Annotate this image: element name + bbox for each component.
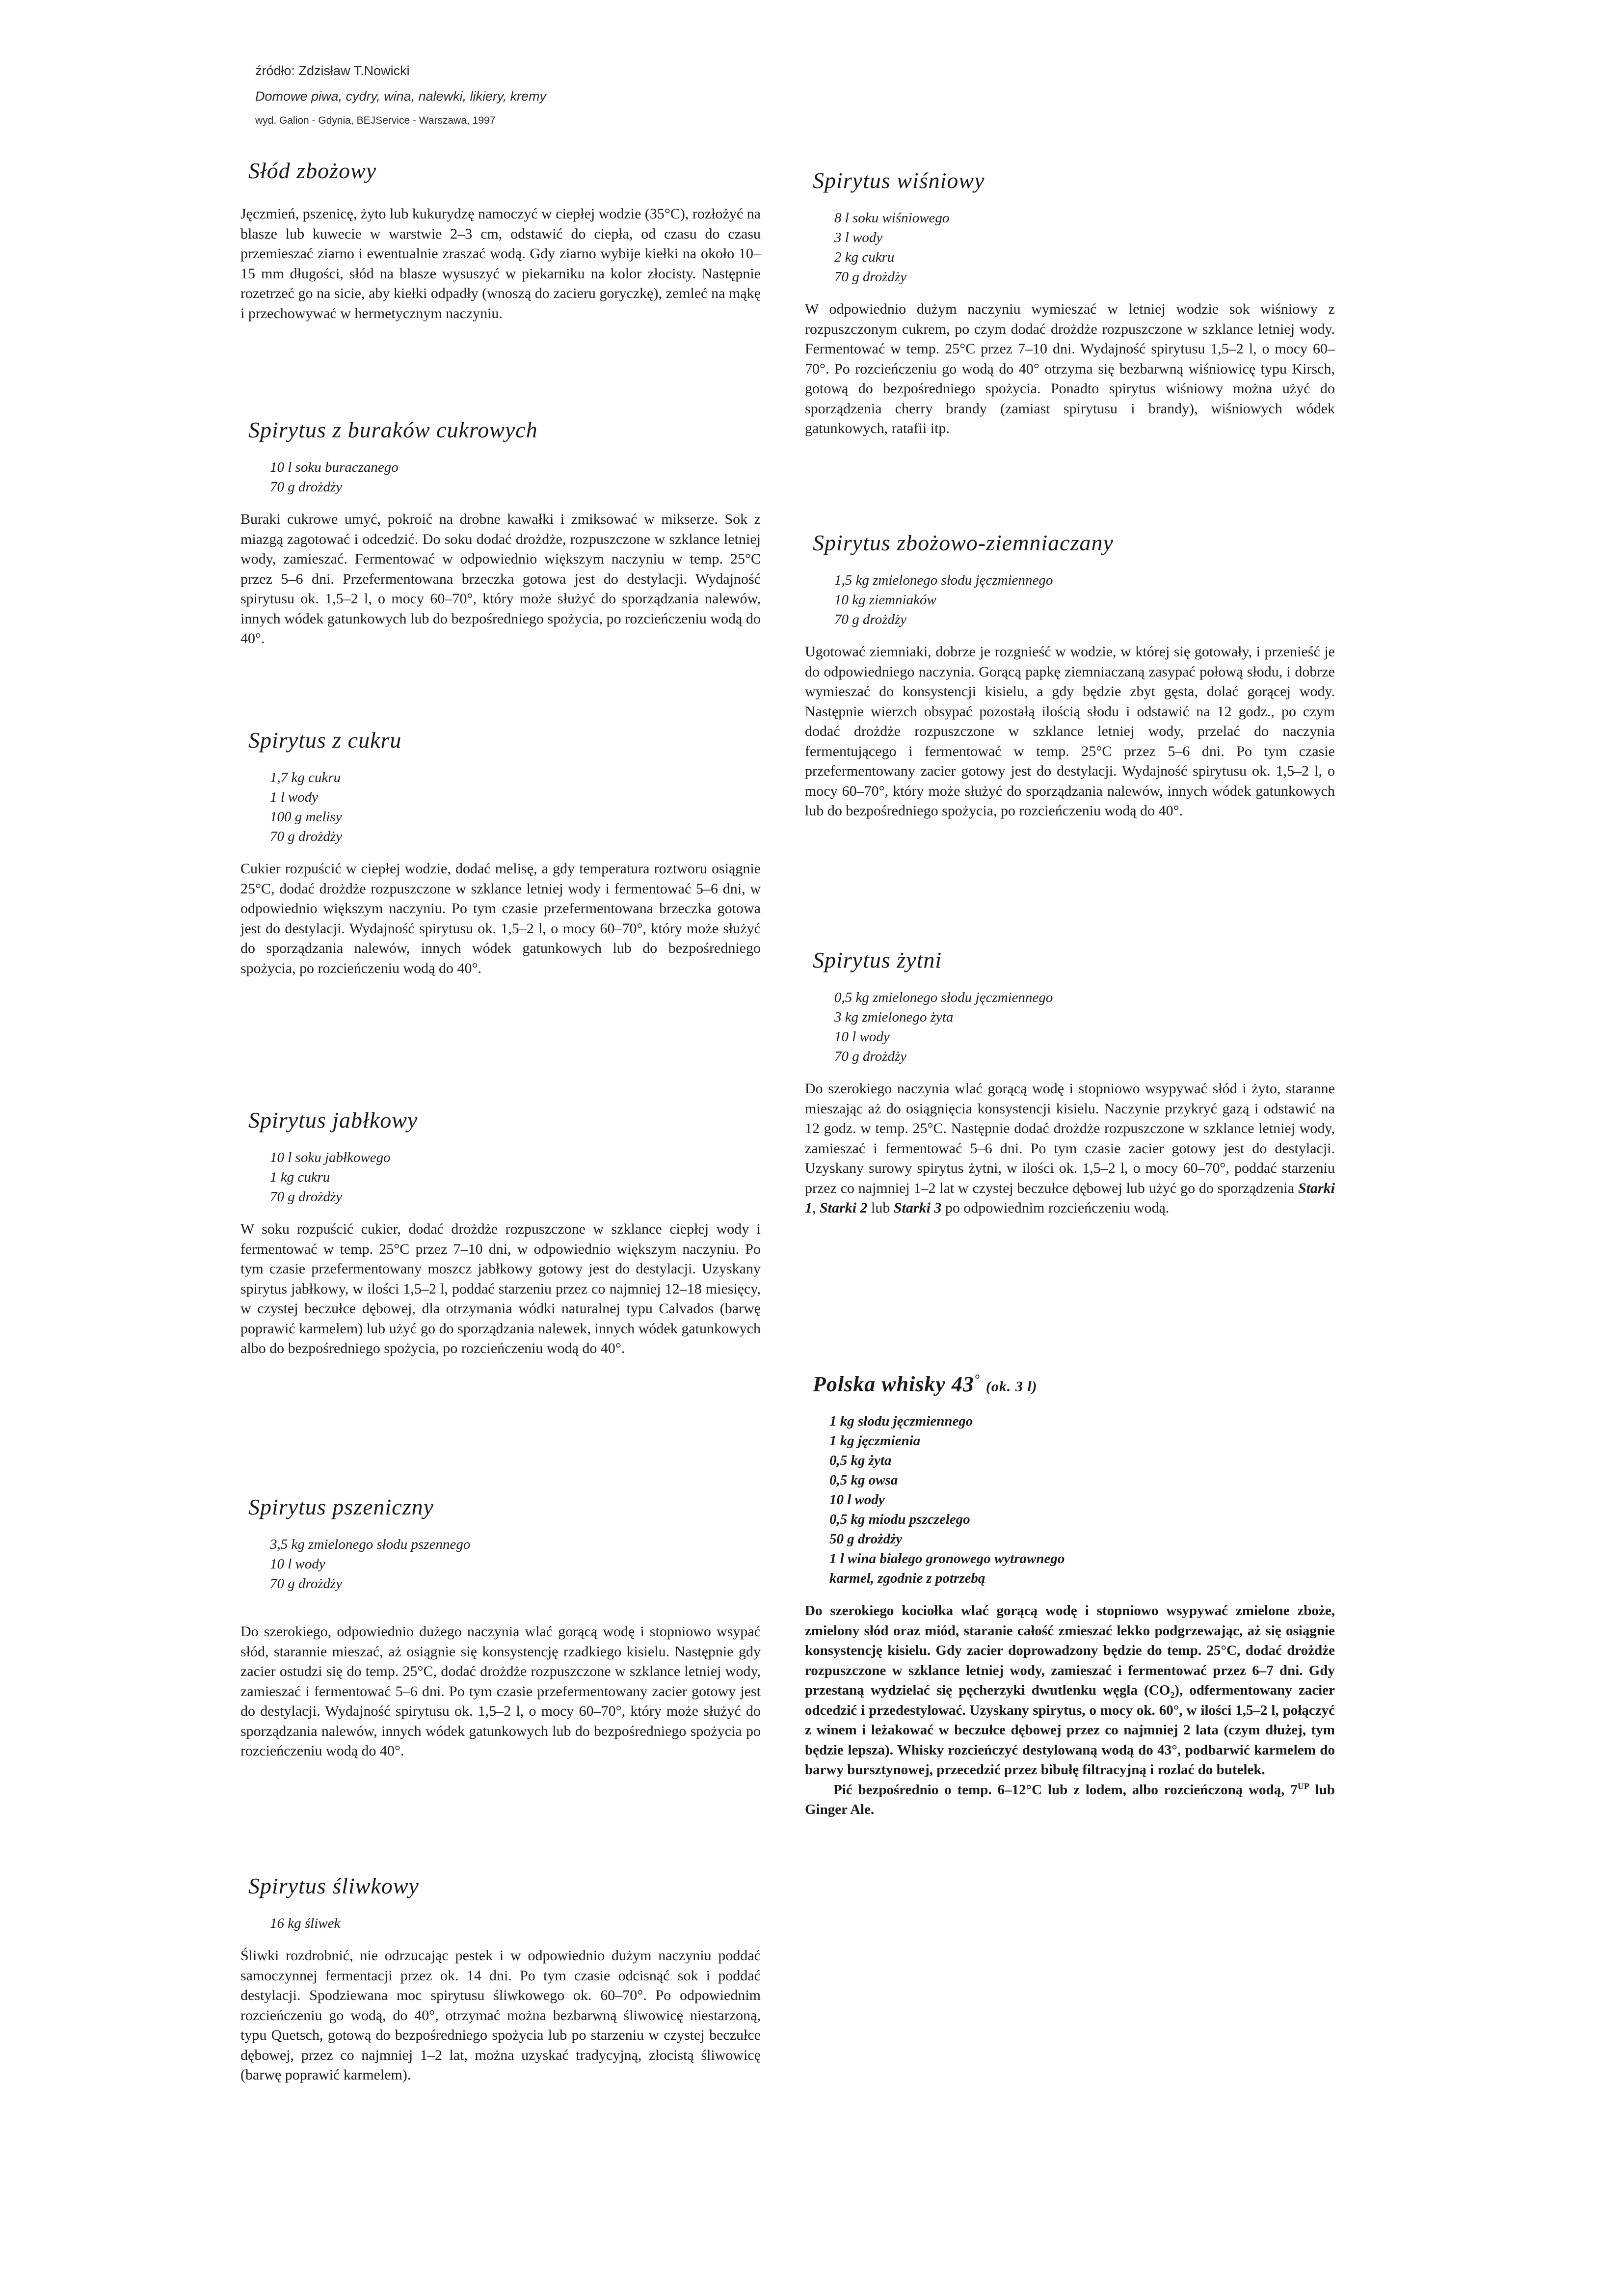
source-citation	[255, 58, 844, 133]
degree-sign: °	[974, 1372, 980, 1387]
recipe-text: Buraki cukrowe umyć, pokroić na drobne kawałki i zmiksować w mikserze. Sok z miazgą zagotować i odcedzić. Do soku dodać drożdże, rozpuszczone w szklance letniej wody, zamieszać. Fermentować w odpowiednio większym naczyniu w temp. 25°C przez 5–6 dni. Przefermentowana brzeczka gotowa jest do destylacji. Wydajność spirytusu ok. 1,5–2 l, o mocy 60–70°, który może służyć do sporządzania nalewów, innych wódek gatunkowych lub do bezpośredniego spożycia, po rozcieńczeniu wodą do 40°.	[240, 511, 761, 647]
text-part: ), odfermentowany zacier odcedzić i przedestylować. Uzyskany spirytus, o mocy ok. 60°, w ilości 1,5–2 l, połączyć z winem i leżakować w beczułce dębowej przez co najmniej 2 lata (czym dłużej, tym będzie lepsza). Whisky rozcieńczyć destylowaną wodą do 43°, podbarwić karmelem do barwy bursztynowej, przecedzić przez bibułę filtracyjną i rozlać do butelek.	[805, 1682, 1335, 1778]
recipe-title: Spirytus jabłkowy	[248, 1107, 418, 1133]
recipe-text: Śliwki rozdrobnić, nie odrzucając pestek i w odpowiednio dużym naczyniu poddać samoczynnej fermentacji przez ok. 14 dni. Po tym czasie odcisnąć sok i poddać destylacji. Spodziewana moc spirytusu śliwkowego ok. 60–70°. Po odpowiednim rozcieńczeniu go wodą, do 40°, otrzymać można bezbarwną śliwowicę niestarzoną, typu Quetsch, gotową do bezpośredniego spożycia lub po starzeniu w czystej beczułce dębowej, przez co najmniej 1–2 lat, można uzyskać tradycyjną, złocistą śliwowicę (barwę poprawić karmelem).	[240, 1947, 761, 2083]
text-part: po odpowiednim rozcieńczeniu wodą.	[941, 1200, 1170, 1216]
recipe-title: Spirytus śliwkowy	[248, 1873, 419, 1898]
source-publisher: wyd. Galion - Gdynia, BEJService - Warszawa, 1997	[255, 115, 496, 126]
ingredient: 100 g melisy	[270, 809, 342, 825]
text-part: Do szerokiego kociołka wlać gorącą wodę i stopniowo wsypywać zmielone zboże, zmielony słód oraz miód, staranie całość zmieszać lekko podgrzewając, aż się osiągnie konsystencję kisielu. Gdy zacier doprowadzony będzie do temp. 25°C, dodać drożdże rozpuszczone w szklance letniej wody, zamieszać i fermentować przez 6–7 dni. Gdy przestaną wydzielać się pęcherzyki dwutlenku węgla (CO	[805, 1603, 1335, 1698]
recipe-spirytus-zbozowo-ziemniaczany	[805, 528, 1335, 821]
recipe-text	[805, 1601, 1335, 1780]
source-author: źródło: Zdzisław T.Nowicki	[255, 63, 410, 78]
ingredient-list	[834, 570, 1335, 629]
text-part: Do szerokiego naczynia wlać gorącą wodę i stopniowo wsypywać słód i żyto, staranne mieszając aż do osiągnięcia konsystencji kisielu. Naczynie przykryć gazą i odstawić na 12 godz. w temp. 25°C. Następnie dodać drożdże rozpuszczone w szklance letniej wody, zamieszać i fermentować 5–6 dni. Po tym czasie zacier gotowy jest do destylacji. Uzyskany surowy spirytus żytni, w ilości ok. 1,5–2 l, o mocy 60–70°, poddać starzeniu przez co najmniej 1–2 lat w czystej beczułce dębowej lub użyć go do sporządzenia	[805, 1080, 1335, 1196]
ingredient: 1 l wina białego gronowego wytrawnego	[829, 1551, 1065, 1567]
ingredient: 10 l wody	[829, 1492, 885, 1508]
ingredient: 1 l wody	[270, 789, 319, 805]
sevenup-superscript: UP	[1297, 1781, 1309, 1791]
recipe-text: Ugotować ziemniaki, dobrze je rozgnieść w wodzie, w której się gotowały, i przenieść je do odpowiedniego naczynia. Gorącą papkę ziemniaczaną zasypać połową słodu, i dobrze wymieszać do konsystencji kisielu, a gdy będzie zbyt gęsta, dolać gorącej wody. Następnie wierzch obsypać pozostałą ilością słodu i odstawić na 12 godz., po czym dodać drożdże rozpuszczone w szklance letniej wody, przelać do naczynia fermentującego i fermentować w temp. 25°C przez 5–6 dni. Po tym czasie przefermentowany zacier gotowy jest do destylacji. Wydajność spirytusu ok. 1,5–2 l, o mocy 60–70°, który może służyć do sporządzania nalewów, innych wódek gatunkowych lub do bezpośredniego spożycia, po rozcieńczeniu wodą do 40°.	[805, 644, 1335, 819]
ingredient: 1 kg słodu jęczmiennego	[829, 1413, 973, 1429]
ingredient: 1 kg cukru	[270, 1169, 330, 1185]
starka-name: Starki 1	[805, 1180, 1335, 1216]
ingredient: 1,7 kg cukru	[270, 770, 341, 785]
ingredient: 0,5 kg żyta	[829, 1453, 892, 1468]
ingredient: 50 g drożdży	[829, 1531, 903, 1547]
recipe-spirytus-jablkowy	[240, 1106, 761, 1359]
recipe-text	[805, 1079, 1335, 1218]
recipe-spirytus-pszeniczny	[240, 1492, 761, 1761]
recipe-text: Jęczmień, pszenicę, żyto lub kukurydzę namoczyć w ciepłej wodzie (35°C), rozłożyć na blasze lub kuwecie w warstwie 2–3 cm, odstawić do ciepła, od czasu do czasu przemieszać ziarno i ewentualnie zraszać wodą. Gdy ziarno wybije kiełki na około 10–15 mm długości, słód na blasze wysuszyć w piekarniku na kolor złocisty. Następnie rozetrzeć go na sicie, aby kiełki odpadły (wnoszą do zacieru goryczkę), zemleć na mąkę i przechowywać w hermetycznym naczyniu.	[240, 206, 761, 322]
ingredient: 3,5 kg zmielonego słodu pszennego	[270, 1537, 471, 1552]
ingredient-list	[834, 988, 1335, 1066]
ingredient: 10 l wody	[270, 1556, 325, 1572]
ingredient: 70 g drożdży	[270, 479, 343, 495]
ingredient: 10 l wody	[834, 1029, 890, 1045]
ingredient-list	[270, 768, 761, 846]
text-part: lub Ginger Ale.	[805, 1782, 1335, 1817]
ingredient-list	[270, 1914, 761, 1933]
ingredient-list	[834, 208, 1335, 287]
recipe-title: Spirytus z buraków cukrowych	[248, 417, 538, 442]
text-part: Pić bezpośrednio o temp. 6–12°C lub z lodem, albo rozcieńczoną wodą, 7	[833, 1782, 1298, 1798]
recipe-text: Do szerokiego, odpowiednio dużego naczynia wlać gorącą wodę i stopniowo wsypać słód, starannie mieszać, aż osiągnie się konsystencję rzadkiego kisielu. Następnie gdy zacier ostudzi się do temp. 25°C, dodać drożdże rozpuszczone w szklance letniej wody, zamieszać i fermentować 5–6 dni. Po tym czasie przefermentowany zacier gotowy jest do destylacji. Wydajność spirytusu ok. 1,5–2 l, o mocy 60–70°, który może służyć do sporządzania nalewów, innych wódek gatunkowych lub do bezpośredniego spożycia po rozcieńczeniu wodą do 40°.	[240, 1623, 761, 1759]
recipe-yield: (ok. 3 l)	[985, 1378, 1038, 1395]
recipe-text: W odpowiednio dużym naczyniu wymieszać w letniej wodzie sok wiśniowy z rozpuszczonym cukrem, po czym dodać drożdże rozpuszczone w szklance letniej wody. Fermentować w temp. 25°C przez 7–10 dni. Wydajność spirytusu 1,5–2 l, o mocy 60–70°. Po rozcieńczeniu go wodą do 40° otrzyma się bezbarwną wiśniowicę typu Kirsch, gotową do bezpośredniego spożycia. Ponadto spirytus wiśniowy można użyć do sporządzenia cherry brandy (zamiast spirytusu i brandy), wiśniowych wódek gatunkowych, ratafii itp.	[805, 301, 1335, 436]
recipe-slod-zbozowy	[240, 156, 761, 324]
ingredient: 70 g drożdży	[270, 1576, 343, 1592]
recipe-title: Spirytus pszeniczny	[248, 1494, 434, 1519]
ingredient: 3 l wody	[834, 230, 883, 245]
starka-name: Starki 3	[893, 1200, 942, 1216]
ingredient: karmel, zgodnie z potrzebą	[829, 1570, 985, 1586]
ingredient-list	[270, 1148, 761, 1207]
ingredient: 70 g drożdży	[270, 1189, 343, 1205]
recipe-spirytus-wisniowy	[805, 166, 1335, 439]
separator: ,	[812, 1200, 820, 1216]
recipe-title: Spirytus z cukru	[248, 728, 402, 753]
ingredient: 0,5 kg zmielonego słodu jęczmiennego	[834, 990, 1053, 1005]
recipe-spirytus-zytni	[805, 945, 1335, 1218]
ingredient: 1 kg jęczmienia	[829, 1433, 921, 1449]
ingredient: 70 g drożdży	[270, 829, 343, 844]
recipe-title: Spirytus zbożowo-ziemniaczany	[813, 530, 1114, 555]
source-book-title: Domowe piwa, cydry, wina, nalewki, likiery, kremy	[255, 89, 547, 104]
recipe-spirytus-sliwkowy	[240, 1871, 761, 2085]
ingredient: 8 l soku wiśniowego	[834, 210, 950, 226]
ingredient: 10 kg ziemniaków	[834, 592, 936, 608]
recipe-title: Słód zbożowy	[248, 158, 377, 183]
ingredient: 16 kg śliwek	[270, 1916, 341, 1931]
starka-name: Starki 2	[820, 1200, 868, 1216]
ingredient: 0,5 kg owsa	[829, 1472, 898, 1488]
recipe-title	[813, 1370, 1335, 1402]
recipe-serving-text	[805, 1780, 1335, 1820]
recipe-spirytus-z-burakow	[240, 415, 761, 649]
recipe-text: Cukier rozpuścić w ciepłej wodzie, dodać melisę, a gdy temperatura roztworu osiągnie 25°C, dodać drożdże rozpuszczone w szklance letniej wody i fermentować 5–6 dni, w odpowiednio większym naczyniu. Po tym czasie przefermentowana brzeczka gotowa jest do destylacji. Wydajność spirytusu ok. 1,5–2 l, o mocy 60–70°, który może służyć do sporządzania nalewów, innych wódek gatunkowych lub do bezpośredniego spożycia, po rozcieńczeniu wodą do 40°.	[240, 861, 761, 976]
ingredient-list	[270, 1535, 761, 1594]
recipe-spirytus-z-cukru	[240, 726, 761, 978]
ingredient-list	[829, 1411, 1335, 1588]
ingredient: 70 g drożdży	[834, 612, 907, 627]
recipe-title-text: Polska whisky 43	[813, 1372, 974, 1396]
co2-subscript: 2	[1170, 1690, 1175, 1700]
recipe-text: W soku rozpuścić cukier, dodać drożdże rozpuszczone w szklance ciepłej wody i fermentować w temp. 25°C przez 7–10 dni, w odpowiednio większym naczyniu. Po tym czasie przefermentowany moszcz jabłkowy gotowy jest do destylacji. Uzyskany spirytus jabłkowy, w ilości 1,5–2 l, poddać starzeniu przez co najmniej 12–18 miesięcy, w czystej beczułce dębowej, dla otrzymania wódki naturalnej typu Calvados (barwę poprawić karmelem) lub użyć go do sporządzania nalewek, innych wódek gatunkowych albo do bezpośredniego spożycia, po rozcieńczeniu wodą do 40°.	[240, 1221, 761, 1356]
ingredient: 70 g drożdży	[834, 269, 907, 285]
ingredient: 1,5 kg zmielonego słodu jęczmiennego	[834, 572, 1053, 588]
ingredient: 2 kg cukru	[834, 249, 895, 265]
ingredient: 3 kg zmielonego żyta	[834, 1009, 954, 1025]
ingredient: 0,5 kg miodu pszczelego	[829, 1512, 970, 1527]
ingredient-list	[270, 458, 761, 497]
recipe-title: Spirytus wiśniowy	[813, 168, 985, 193]
recipe-polska-whisky	[805, 1370, 1335, 1820]
recipe-title: Spirytus żytni	[813, 947, 942, 972]
ingredient: 70 g drożdży	[834, 1049, 907, 1064]
ingredient: 10 l soku buraczanego	[270, 459, 399, 475]
ingredient: 10 l soku jabłkowego	[270, 1150, 391, 1165]
separator: lub	[867, 1200, 894, 1216]
